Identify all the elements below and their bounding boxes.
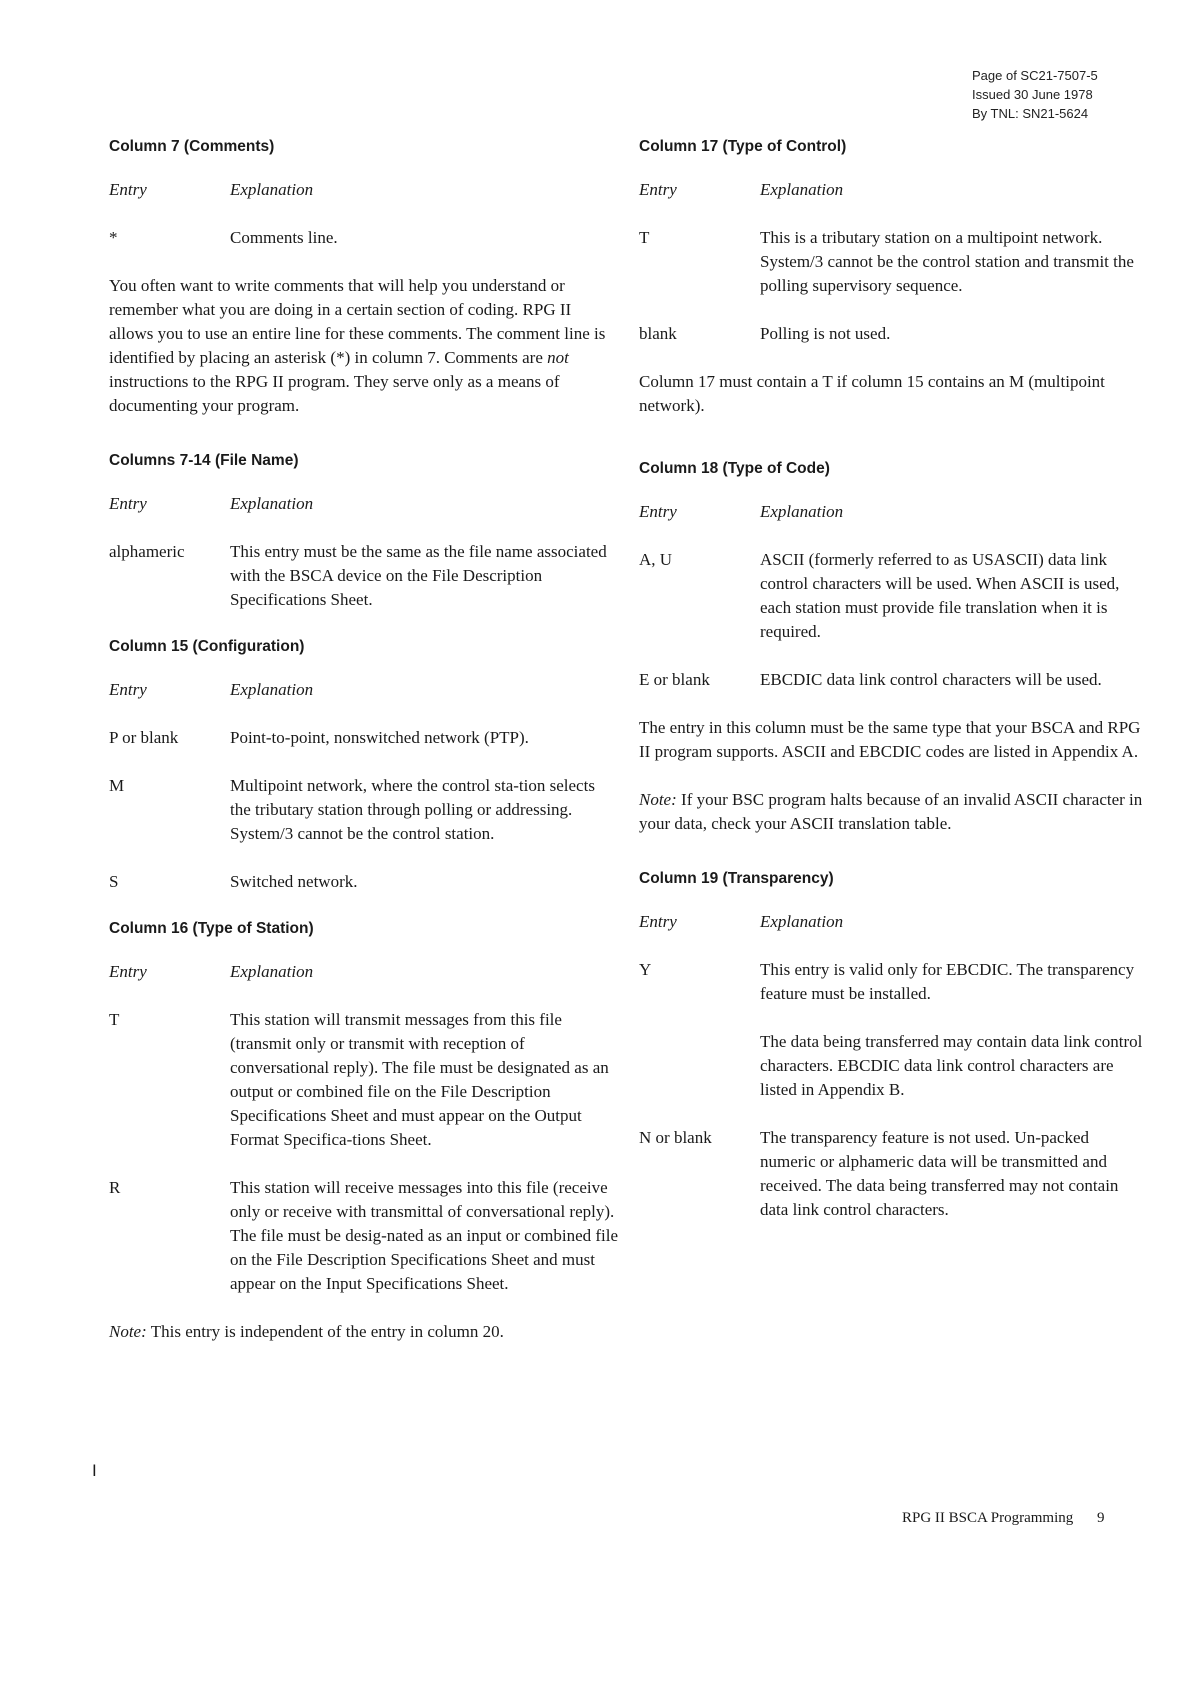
entry-explanation: ASCII (formerly referred to as USASCII) data link control characters will be used. When ASCII is used, each station must provide file translation when it is required. xyxy=(760,550,1120,641)
explanation-label: Explanation xyxy=(760,502,844,521)
paragraph-text: You often want to write comments that will help you understand or remember what you are doing in a certain section of coding. RPG II allows you to use an entire line for these comments. The comment line is identified by placing an asterisk (*) in column 7. Comments are xyxy=(109,276,606,367)
entry-explanation: Multipoint network, where the control sta-tion selects the tributary station through polling or addressing. System/3 cannot be the control station. xyxy=(230,776,595,843)
entry-value: T xyxy=(109,1010,120,1029)
entry-row xyxy=(639,1126,1144,1222)
section-column-17 xyxy=(639,136,1144,418)
right-column xyxy=(639,136,1144,1246)
entry-explanation: This entry is valid only for EBCDIC. The transparency feature must be installed. xyxy=(760,960,1135,1003)
section-column-18 xyxy=(639,458,1144,836)
entry-header-row xyxy=(639,178,1144,202)
entry-explanation: Switched network. xyxy=(230,872,358,891)
explanation-label: Explanation xyxy=(230,680,314,699)
left-column xyxy=(109,136,619,1368)
entry-header-row xyxy=(639,500,1144,524)
entry-explanation: Point-to-point, nonswitched network (PTP). xyxy=(230,728,529,747)
note-label: Note: xyxy=(109,1322,147,1341)
entry-explanation: This station will transmit messages from this file (transmit only or transmit with reception of conversational reply). The file must be designated as an output or combined file on the File Description Specifications Sheet and must appear on the Output Format Specifica-tions Sheet. xyxy=(230,1010,609,1149)
entry-row xyxy=(109,870,619,894)
entry-value: A, U xyxy=(639,550,673,569)
page-number: 9 xyxy=(1097,1510,1105,1526)
section-column-7 xyxy=(109,136,619,418)
entry-explanation: This entry must be the same as the file name associated with the BSCA device on the File Description Specifications Sheet. xyxy=(230,542,607,609)
column-18-paragraph: The entry in this column must be the same type that your BSCA and RPG II program supports. ASCII and EBCDIC codes are listed in Appendix A. xyxy=(639,718,1141,761)
explanation-label: Explanation xyxy=(230,962,314,981)
entry-label: Entry xyxy=(109,962,147,981)
entry-label: Entry xyxy=(639,502,677,521)
section-column-19 xyxy=(639,868,1144,1222)
column-17-paragraph: Column 17 must contain a T if column 15 contains an M (multipoint network). xyxy=(639,372,1105,415)
explanation-label: Explanation xyxy=(760,912,844,931)
entry-header-row xyxy=(639,910,1144,934)
entry-value: Y xyxy=(639,960,652,979)
section-heading: Column 7 (Comments) xyxy=(109,138,275,155)
section-column-15 xyxy=(109,636,619,894)
entry-header-row xyxy=(109,960,619,984)
entry-value: R xyxy=(109,1178,121,1197)
section-column-16 xyxy=(109,918,619,1344)
entry-explanation: EBCDIC data link control characters will be used. xyxy=(760,670,1102,689)
entry-explanation: Comments line. xyxy=(230,228,338,247)
section-heading: Column 19 (Transparency) xyxy=(639,870,834,887)
revision-change-bar: I xyxy=(92,1461,97,1480)
note-text: If your BSC program halts because of an invalid ASCII character in your data, check your ASCII translation table. xyxy=(639,790,1143,833)
explanation-label: Explanation xyxy=(230,494,314,513)
note-text: This entry is independent of the entry in column 20. xyxy=(150,1322,504,1341)
entry-row xyxy=(109,726,619,750)
explanation-label: Explanation xyxy=(230,180,314,199)
entry-row xyxy=(639,548,1144,644)
entry-value: N or blank xyxy=(639,1128,712,1147)
entry-explanation: This is a tributary station on a multipoint network. System/3 cannot be the control station and transmit the polling supervisory sequence. xyxy=(760,228,1134,295)
entry-row xyxy=(109,1176,619,1296)
note-paragraph xyxy=(639,788,1144,836)
entry-label: Entry xyxy=(639,180,677,199)
section-heading: Columns 7-14 (File Name) xyxy=(109,452,299,469)
document-header xyxy=(972,66,1172,123)
entry-explanation: This station will receive messages into this file (receive only or receive with transmittal of conversational reply). The file must be desig-nated as an input or combined file on the File Description Specifications Sheet and must appear on the Input Specifications Sheet. xyxy=(230,1178,619,1293)
entry-explanation: The data being transferred may contain data link control characters. EBCDIC data link control characters are listed in Appendix B. xyxy=(760,1032,1143,1099)
entry-row xyxy=(109,540,619,612)
entry-value: * xyxy=(109,228,118,247)
entry-label: Entry xyxy=(109,680,147,699)
paragraph-text: instructions to the RPG II program. They serve only as a means of documenting your program. xyxy=(109,372,560,415)
entry-value: E or blank xyxy=(639,670,710,689)
footer-title: RPG II BSCA Programming xyxy=(902,1510,1074,1526)
entry-row xyxy=(109,1008,619,1152)
entry-value: alphameric xyxy=(109,542,185,561)
page-footer xyxy=(902,1506,1142,1530)
entry-label: Entry xyxy=(109,494,147,513)
entry-value: M xyxy=(109,776,125,795)
entry-label: Entry xyxy=(109,180,147,199)
comments-paragraph xyxy=(109,274,619,418)
entry-value: T xyxy=(639,228,650,247)
entry-row xyxy=(639,226,1144,298)
entry-value: blank xyxy=(639,324,677,343)
entry-row xyxy=(639,322,1144,346)
section-heading: Column 18 (Type of Code) xyxy=(639,460,830,477)
note-label: Note: xyxy=(639,790,677,809)
entry-value: S xyxy=(109,872,119,891)
explanation-label: Explanation xyxy=(760,180,844,199)
note-paragraph xyxy=(109,1320,619,1344)
entry-header-row xyxy=(109,492,619,516)
entry-row xyxy=(639,958,1144,1102)
header-page-of: Page of SC21-7507-5 xyxy=(972,68,1098,83)
emphasis-not: not xyxy=(547,348,569,367)
entry-row xyxy=(109,226,619,250)
entry-label: Entry xyxy=(639,912,677,931)
section-columns-7-14 xyxy=(109,450,619,612)
entry-explanation: Polling is not used. xyxy=(760,324,891,343)
section-heading: Column 15 (Configuration) xyxy=(109,638,305,655)
entry-row xyxy=(109,774,619,846)
section-heading: Column 17 (Type of Control) xyxy=(639,138,847,155)
section-heading: Column 16 (Type of Station) xyxy=(109,920,314,937)
header-tnl: By TNL: SN21-5624 xyxy=(972,106,1089,121)
entry-explanation: The transparency feature is not used. Un-packed numeric or alphameric data will be transmitted and received. The data being transferred may not contain data link control characters. xyxy=(760,1128,1119,1219)
entry-explanation-group xyxy=(760,958,1144,1102)
entry-header-row xyxy=(109,178,619,202)
entry-value: P or blank xyxy=(109,728,179,747)
entry-header-row xyxy=(109,678,619,702)
header-issued-date: Issued 30 June 1978 xyxy=(972,87,1093,102)
entry-row xyxy=(639,668,1144,692)
